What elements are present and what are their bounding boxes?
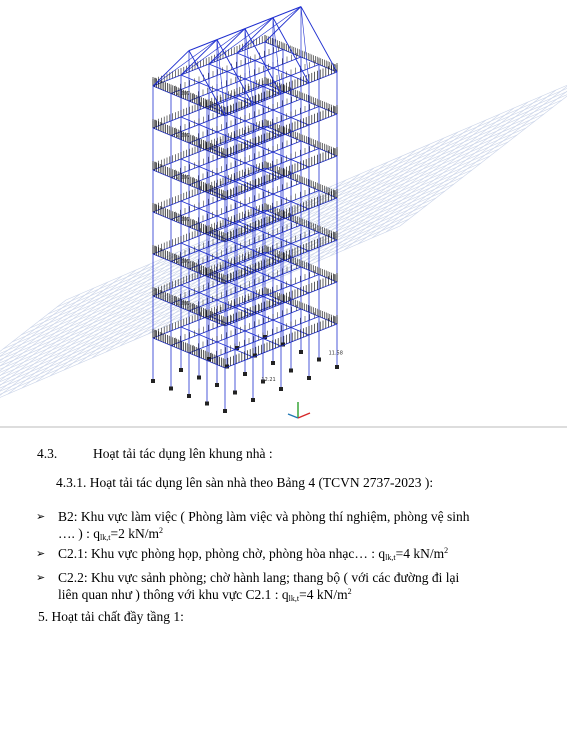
bullet-b2-subscript: lk,t	[100, 533, 111, 542]
bullet-arrow-icon: ➢	[36, 548, 46, 560]
support-node	[289, 369, 293, 373]
bullet-b2-line2-text: …. ) : q	[58, 526, 100, 541]
bullet-b2-line2	[58, 525, 548, 542]
bullet-b2-superscript: 2	[158, 526, 163, 535]
bullet-c22-value: =4 kN/m	[299, 587, 348, 602]
bullet-b2-text	[58, 508, 548, 542]
load-value-label: 9.207	[175, 91, 191, 97]
bullet-c22-superscript: 2	[347, 587, 352, 596]
bullet-arrow-icon: ➢	[36, 511, 46, 523]
bullet-c22-text	[58, 569, 548, 603]
section-4-3-1-heading: 4.3.1. Hoạt tải tác dụng lên sàn nhà theo Bảng 4 (TCVN 2737-2023 ):	[56, 475, 434, 490]
section-4-3-heading	[37, 446, 273, 462]
axis-x	[298, 413, 310, 418]
bullet-c22-line2	[58, 586, 548, 603]
support-node	[187, 394, 191, 398]
support-node	[271, 361, 275, 365]
ground-grid-line	[0, 246, 192, 400]
roof-brace	[237, 7, 301, 53]
bullet-arrow-icon: ➢	[36, 572, 46, 584]
bullet-c21-superscript: 2	[444, 546, 449, 555]
support-node	[251, 398, 255, 402]
section-4-3-title: Hoạt tải tác dụng lên khung nhà :	[93, 446, 273, 461]
support-node	[299, 350, 303, 354]
support-node	[197, 376, 201, 380]
section-4-3-number: 4.3.	[37, 446, 58, 461]
ground-grid-line	[386, 78, 567, 232]
bullet-c22-line1: C2.2: Khu vực sảnh phòng; chờ hành lang; thang bộ ( với các đường đi lại	[58, 570, 460, 585]
support-node	[179, 368, 183, 372]
ground-grid-line	[12, 114, 544, 342]
load-value-label: 9.207	[175, 133, 191, 139]
bullet-c22-line2-text: liên quan như ) thông với khu vực C2.1 : q	[58, 587, 289, 602]
ground-grid-line	[0, 191, 445, 419]
support-node	[317, 358, 321, 362]
section-5-heading: 5. Hoạt tải chất đầy tầng 1:	[38, 609, 184, 624]
ground-grid-line	[0, 149, 499, 377]
bullet-c21-line-text: C2.1: Khu vực phòng họp, phòng chờ, phòng hòa nhạc… : q	[58, 546, 386, 561]
bullet-b2-line1: B2: Khu vực làm việc ( Phòng làm việc và phòng thí nghiệm, phòng vệ sinh	[58, 509, 470, 524]
bullet-c21-text	[58, 545, 548, 562]
support-node	[307, 376, 311, 380]
support-node	[223, 409, 227, 413]
support-node	[151, 379, 155, 383]
support-node	[335, 365, 339, 369]
axis-y	[288, 414, 298, 418]
bullet-b2-value: =2 kN/m	[110, 526, 159, 541]
support-node	[169, 387, 173, 391]
ground-grid-line	[0, 264, 150, 418]
support-node	[205, 402, 209, 406]
ground-grid-line	[66, 72, 567, 300]
bullet-c22	[36, 569, 536, 603]
bullet-c21	[36, 545, 536, 562]
support-node	[279, 387, 283, 391]
load-value-label: 9.207	[175, 175, 191, 181]
load-value-label: 9.207	[175, 301, 191, 307]
load-value-label: 12.21	[261, 377, 276, 383]
load-value-label: 11.58	[328, 350, 343, 357]
support-node	[215, 383, 219, 387]
ground-grid-line	[3, 121, 535, 349]
load-value-label: 9.207	[175, 259, 191, 265]
support-node	[233, 391, 237, 395]
ground-grid-line	[0, 226, 400, 428]
bullet-c21-value: =4 kN/m	[395, 546, 445, 561]
load-value-label: 9.207	[175, 217, 191, 223]
bullet-c21-subscript: lk,t	[385, 553, 396, 562]
bullet-c22-subscript: lk,t	[288, 594, 300, 603]
support-node	[243, 372, 247, 376]
bullet-b2	[36, 508, 536, 542]
